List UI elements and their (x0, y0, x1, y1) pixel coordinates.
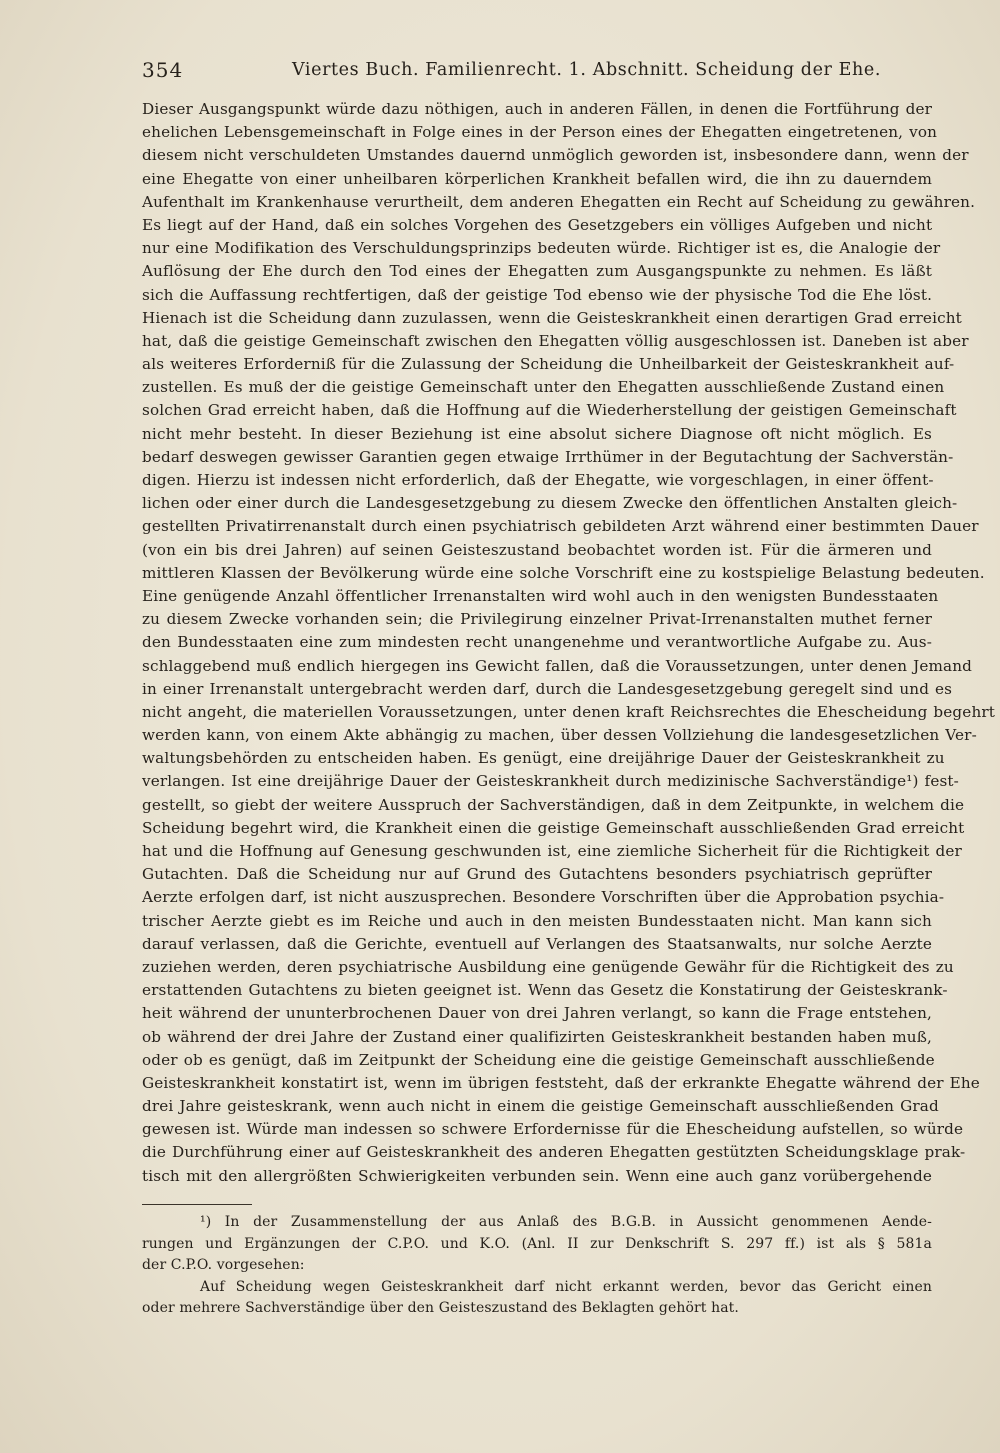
text-line: digen. Hierzu ist indessen nicht erforderlich, daß der Ehegatte, wie vorgeschlagen, in einer öffent- (142, 471, 934, 489)
text-line: trischer Aerzte giebt es im Reiche und auch in den meisten Bundesstaaten nicht. Man kann sich (142, 911, 932, 930)
text-line: nicht angeht, die materiellen Voraussetzungen, unter denen kraft Reichsrechtes die Ehescheidung begehrt (142, 702, 996, 721)
text-line: Es liegt auf der Hand, daß ein solches Vorgehen des Gesetzgebers ein völliges Aufgeben und nicht (142, 215, 933, 234)
text-line: schlaggebend muß endlich hiergegen ins Gewicht fallen, daß die Voraussetzungen, unter denen Jemand (142, 656, 973, 675)
page-number: 354 (142, 58, 184, 82)
text-line: zustellen. Es muß der die geistige Gemeinschaft unter den Ehegatten ausschließende Zustand einen (142, 378, 945, 397)
text-line (142, 1188, 932, 1211)
text-line: ehelichen Lebensgemeinschaft in Folge eines in der Person eines der Ehegatten eingetretenen, von (142, 123, 938, 142)
text-line: Eine genügende Anzahl öffentlicher Irrenanstalten wird wohl auch in den wenigsten Bundesstaaten (142, 586, 939, 605)
text-line: nur eine Modifikation des Verschuldungsprinzips bedeuten würde. Richtiger ist es, die Analogie der (142, 239, 941, 258)
text-line: darauf verlassen, daß die Gerichte, eventuell auf Verlangen des Staatsanwalts, nur solche Aerzte (142, 934, 932, 953)
text-line: Gutachten. Daß die Scheidung nur auf Grund des Gutachtens besonders psychiatrisch geprüfter (142, 865, 932, 884)
text-line: Dieser Ausgangspunkt würde dazu nöthigen, auch in anderen Fällen, in denen die Fortführung der (142, 100, 933, 118)
text-line: solchen Grad erreicht haben, daß die Hoffnung auf die Wiederherstellung der geistigen Gemeinschaft (142, 401, 957, 420)
text-line: als weiteres Erforderniß für die Zulassung der Scheidung die Unheilbarkeit der Geisteskrankheit auf- (142, 355, 955, 374)
text-line: Aerzte erfolgen darf, ist nicht auszusprechen. Besondere Vorschriften über die Approbation psychia- (142, 888, 945, 907)
footnote-divider (142, 1204, 252, 1205)
text-line: Auflösung der Ehe durch den Tod eines der Ehegatten zum Ausgangspunkte zu nehmen. Es läßt (142, 262, 932, 281)
text-line: lichen oder einer durch die Landesgesetzgebung zu diesem Zwecke den öffentlichen Anstalten gleich- (142, 494, 958, 513)
text-line: tisch mit den allergrößten Schwierigkeiten verbunden sein. Wenn eine auch ganz vorübergehende (142, 1166, 932, 1185)
text-line: eine Ehegatte von einer unheilbaren körperlichen Krankheit befallen wird, die ihn zu dauerndem (142, 169, 932, 188)
text-line: den Bundesstaaten eine zum mindesten recht unangenehme und verantwortliche Aufgabe zu. Aus- (142, 633, 932, 652)
text-line: Aufenthalt im Krankenhause verurtheilt, dem anderen Ehegatten ein Recht auf Scheidung zu gewähren. (142, 192, 976, 211)
footnote-line: der C.P.O. vorgesehen: (142, 1257, 305, 1273)
text-line: die Durchführung einer auf Geisteskrankheit des anderen Ehegatten gestützten Scheidungsklage prak- (142, 1143, 966, 1162)
text-line: oder ob es genügt, daß im Zeitpunkt der Scheidung eine die geistige Gemeinschaft ausschließende (142, 1050, 935, 1069)
text-line: Geisteskrankheit konstatirt ist, wenn im übrigen feststeht, daß der erkrankte Ehegatte während der Ehe (142, 1073, 980, 1092)
text-line: zu diesem Zwecke vorhanden sein; die Privilegirung einzelner Privat-Irrenanstalten muthet ferner (142, 610, 932, 629)
footnote-line: ¹) In der Zusammenstellung der aus Anlaß des B.G.B. in Aussicht genommenen Aende- (200, 1214, 932, 1230)
footnote-line: Auf Scheidung wegen Geisteskrankheit darf nicht erkannt werden, bevor das Gericht einen (200, 1278, 932, 1295)
running-title: Viertes Buch. Familienrecht. 1. Abschnitt. Scheidung der Ehe. (292, 60, 882, 80)
text-line: sich die Auffassung rechtfertigen, daß der geistige Tod ebenso wie der physische Tod die Ehe löst. (142, 285, 933, 304)
footnote-line: oder mehrere Sachverständige über den Geisteszustand des Beklagten gehört hat. (142, 1300, 739, 1316)
text-line: drei Jahre geisteskrank, wenn auch nicht in einem die geistige Gemeinschaft ausschließenden Grad (142, 1097, 939, 1116)
text-line: in einer Irrenanstalt untergebracht werden darf, durch die Landesgesetzgebung geregelt sind und es (142, 679, 953, 698)
text-line: zuziehen werden, deren psychiatrische Ausbildung eine genügende Gewähr für die Richtigkeit des zu (142, 957, 954, 976)
text-line: gestellt, so giebt der weitere Ausspruch der Sachverständigen, daß in dem Zeitpunkte, in welchem die (142, 795, 965, 814)
footnote (142, 1212, 932, 1320)
footnote-line: rungen und Ergänzungen der C.P.O. und K.O. (Anl. II zur Denkschrift S. 297 ff.) ist als § 581a (142, 1235, 932, 1252)
text-line: diesem nicht verschuldeten Umstandes dauernd unmöglich geworden ist, insbesondere dann, wenn der (142, 146, 969, 165)
text-line: bedarf deswegen gewisser Garantien gegen etwaige Irrthümer in der Begutachtung der Sachverstän- (142, 447, 954, 466)
text-line: waltungsbehörden zu entscheiden haben. Es genügt, eine dreijährige Dauer der Geisteskrankheit zu (142, 749, 945, 768)
main-text (142, 98, 996, 1211)
running-head (142, 58, 932, 86)
text-line: Scheidung begehrt wird, die Krankheit einen die geistige Gemeinschaft ausschließenden Grad erreicht (142, 818, 965, 837)
text-line: Hienach ist die Scheidung dann zuzulassen, wenn die Geisteskrankheit einen derartigen Grad erreicht (142, 308, 962, 327)
text-line: verlangen. Ist eine dreijährige Dauer der Geisteskrankheit durch medizinische Sachverständige¹) fest- (142, 772, 959, 791)
text-line: erstattenden Gutachtens zu bieten geeignet ist. Wenn das Gesetz die Konstatirung der Geisteskrank- (142, 981, 948, 1000)
text-line: nicht mehr besteht. In dieser Beziehung ist eine absolut sichere Diagnose oft nicht möglich. Es (142, 424, 932, 443)
text-line: gewesen ist. Würde man indessen so schwere Erfordernisse für die Ehescheidung aufstellen, so würde (142, 1120, 964, 1139)
text-line: ob während der drei Jahre der Zustand einer qualifizirten Geisteskrankheit bestanden haben muß, (142, 1027, 932, 1046)
text-line: mittleren Klassen der Bevölkerung würde eine solche Vorschrift eine zu kostspielige Belastung bedeuten. (142, 563, 985, 582)
text-line: gestellten Privatirrenanstalt durch einen psychiatrisch gebildeten Arzt während einer bestimmten Dauer (142, 517, 979, 536)
text-line: hat und die Hoffnung auf Genesung geschwunden ist, eine ziemliche Sicherheit für die Richtigkeit der (142, 842, 962, 860)
text-line: (von ein bis drei Jahren) auf seinen Geisteszustand beobachtet worden ist. Für die ärmeren und (142, 540, 932, 559)
text-line: heit während der ununterbrochenen Dauer von drei Jahren verlangt, so kann die Frage entstehen, (142, 1004, 932, 1023)
text-line: werden kann, von einem Akte abhängig zu machen, über dessen Vollziehung die landesgesetzlichen Ver- (142, 726, 977, 745)
text-line: hat, daß die geistige Gemeinschaft zwischen den Ehegatten völlig ausgeschlossen ist. Daneben ist aber (142, 331, 969, 350)
